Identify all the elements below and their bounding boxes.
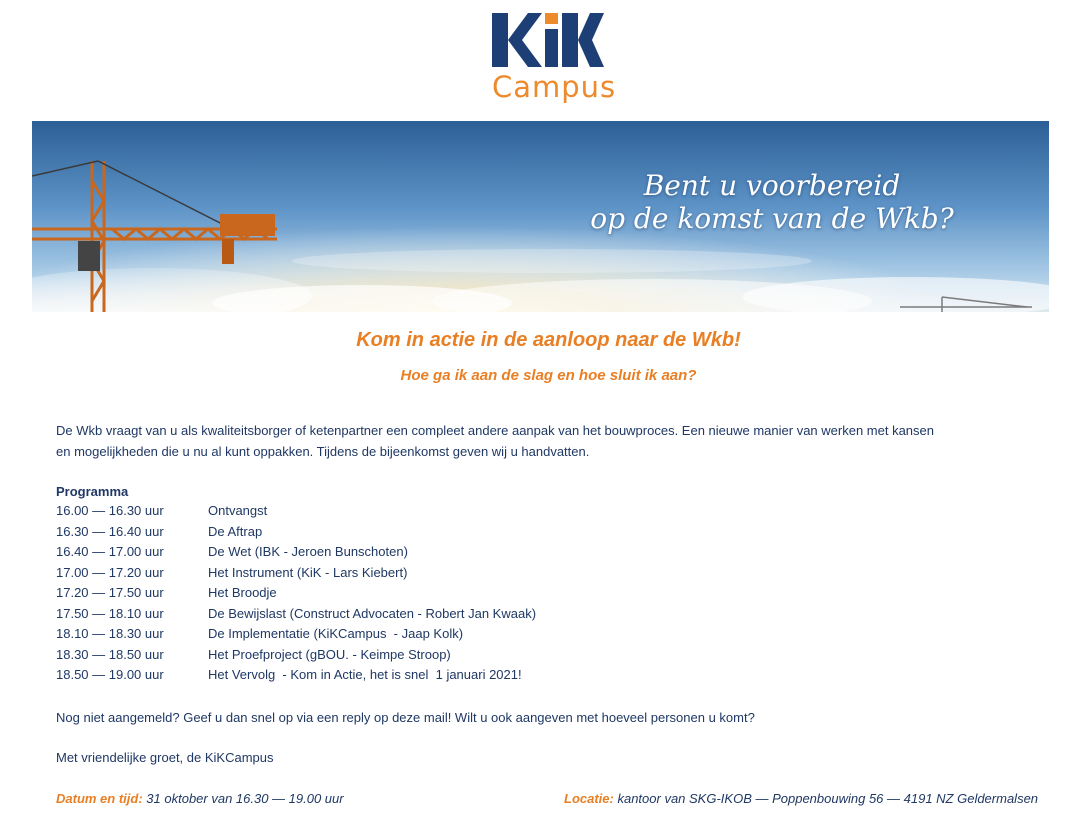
programma-row — [56, 522, 756, 543]
programma-time: 17.00 — 17.20 uur — [56, 564, 164, 580]
programma-row — [56, 563, 756, 584]
programma-time: 18.10 — 18.30 uur — [56, 626, 164, 641]
kik-logo-mark — [492, 13, 604, 67]
programma-row — [56, 604, 756, 625]
programma-row — [56, 583, 756, 604]
intro-line-2: en mogelijkheden die u nu al kunt oppakken. Tijdens de bijeenkomst geven wij u handvatten. — [56, 444, 590, 459]
programma-list — [56, 501, 756, 686]
programma-row — [56, 624, 756, 645]
programma-time: 18.50 — 19.00 uur — [56, 667, 164, 682]
programma-time: 17.20 — 17.50 uur — [56, 585, 164, 600]
programma-desc: Het Proefproject (gBOU. - Keimpe Stroop) — [208, 646, 451, 662]
programma-desc: Het Vervolg - Kom in Actie, het is snel 1 januari 2021! — [208, 667, 522, 682]
programma-time: 16.30 — 16.40 uur — [56, 523, 164, 539]
banner-headline — [572, 169, 972, 235]
programma-desc: De Implementatie (KiKCampus - Jaap Kolk) — [208, 626, 464, 641]
programma-row — [56, 645, 756, 666]
footer-date — [56, 788, 344, 809]
registration-note: Nog niet aangemeld? Geef u dan snel op via een reply op deze mail! Wilt u ook aangeven met hoeveel personen u komt? — [56, 710, 755, 725]
programma-time: 17.50 — 18.10 uur — [56, 605, 164, 621]
location-label: Locatie: — [564, 791, 614, 806]
programma-desc: De Aftrap — [208, 523, 263, 539]
programma-desc: Het Instrument (KiK - Lars Kiebert) — [208, 564, 408, 580]
hero-banner — [32, 121, 1049, 312]
date-label: Datum en tijd: — [56, 791, 143, 806]
programma-desc: De Bewijslast (Construct Advocaten - Robert Jan Kwaak) — [208, 605, 537, 621]
intro-line-1: De Wkb vraagt van u als kwaliteitsborger of ketenpartner een compleet andere aanpak van het bouwproces. Een nieuwe manier van werken met kansen — [56, 423, 934, 438]
location-value: kantoor van SKG-IKOB — Poppenbouwing 56 — 4191 NZ Geldermalsen — [617, 791, 1039, 806]
programma-row — [56, 501, 756, 522]
programma-row — [56, 665, 756, 686]
programma-desc: Ontvangst — [208, 503, 268, 518]
greeting: Met vriendelijke groet, de KiKCampus — [56, 750, 274, 765]
programma-time: 16.40 — 17.00 uur — [56, 544, 164, 559]
sub-headline: Hoe ga ik aan de slag en hoe sluit ik aan? — [400, 367, 697, 384]
programma-row — [56, 542, 756, 563]
kik-campus-logo — [492, 13, 617, 109]
banner-line-1: Bent u voorbereid — [643, 169, 901, 202]
programma-desc: Het Broodje — [208, 585, 277, 600]
footer-location — [564, 788, 1038, 809]
programma-time: 16.00 — 16.30 uur — [56, 503, 164, 518]
programma-time: 18.30 — 18.50 uur — [56, 646, 164, 662]
main-headline: Kom in actie in de aanloop naar de Wkb! — [356, 329, 741, 351]
programma-title: Programma — [56, 484, 129, 499]
programma-desc: De Wet (IBK - Jeroen Bunschoten) — [208, 544, 408, 559]
banner-line-2: op de komst van de Wkb? — [590, 202, 954, 235]
logo-campus-text: Campus — [492, 70, 617, 104]
date-value: 31 oktober van 16.30 — 19.00 uur — [146, 791, 344, 806]
intro-paragraph — [56, 420, 956, 462]
